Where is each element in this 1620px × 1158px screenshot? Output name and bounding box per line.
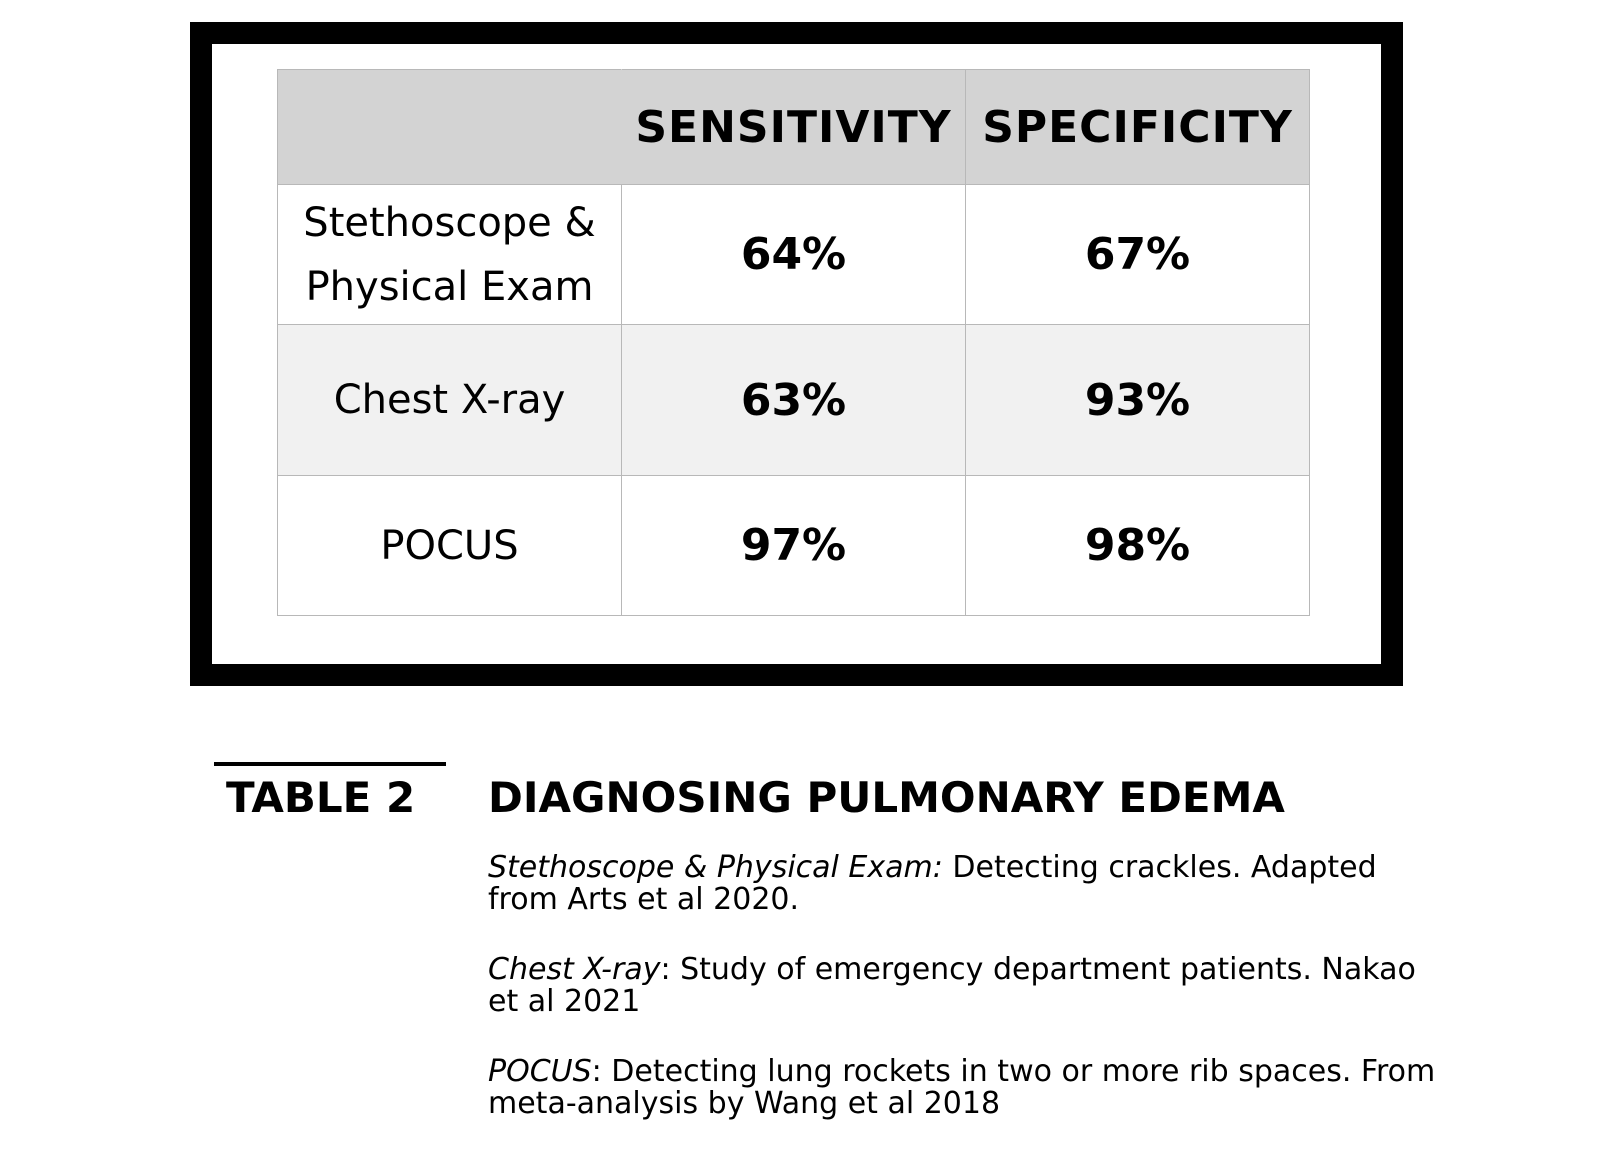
table-row [278, 476, 1310, 616]
row-label-line: Physical Exam [305, 263, 594, 310]
row-label-chest-xray: Chest X-ray [278, 325, 622, 476]
note-text: : Study of emergency department patients. Nakao et al 2021 [488, 952, 1416, 1019]
specificity-value: 67% [966, 185, 1310, 325]
table-row [278, 325, 1310, 476]
table-header-row [278, 70, 1310, 185]
note-method: POCUS [488, 1054, 592, 1089]
specificity-value: 93% [966, 325, 1310, 476]
note-method: Stethoscope & Physical Exam: [488, 850, 943, 885]
sensitivity-value: 64% [622, 185, 966, 325]
note-chest-xray [488, 954, 1448, 1018]
header-sensitivity: SENSITIVITY [622, 70, 966, 185]
note-text: : Detecting lung rockets in two or more rib spaces. From meta-analysis by Wang et al 2018 [488, 1054, 1436, 1121]
table-title: DIAGNOSING PULMONARY EDEMA [488, 773, 1285, 822]
caption-notes [488, 852, 1448, 1158]
header-specificity: SPECIFICITY [966, 70, 1310, 185]
note-stethoscope [488, 852, 1448, 916]
note-text: Detecting crackles. Adapted from Arts et al 2020. [488, 850, 1377, 917]
row-label-pocus: POCUS [278, 476, 622, 616]
row-label-line: Stethoscope & [303, 199, 596, 246]
note-method: Chest X-ray [488, 952, 661, 987]
table-row [278, 185, 1310, 325]
header-cell-empty [278, 70, 622, 185]
caption-rule [214, 762, 446, 766]
row-label-stethoscope [278, 185, 622, 325]
specificity-value: 98% [966, 476, 1310, 616]
diagnostic-accuracy-table [277, 69, 1310, 616]
sensitivity-value: 97% [622, 476, 966, 616]
table-number: TABLE 2 [226, 773, 416, 822]
note-pocus [488, 1056, 1448, 1120]
sensitivity-value: 63% [622, 325, 966, 476]
